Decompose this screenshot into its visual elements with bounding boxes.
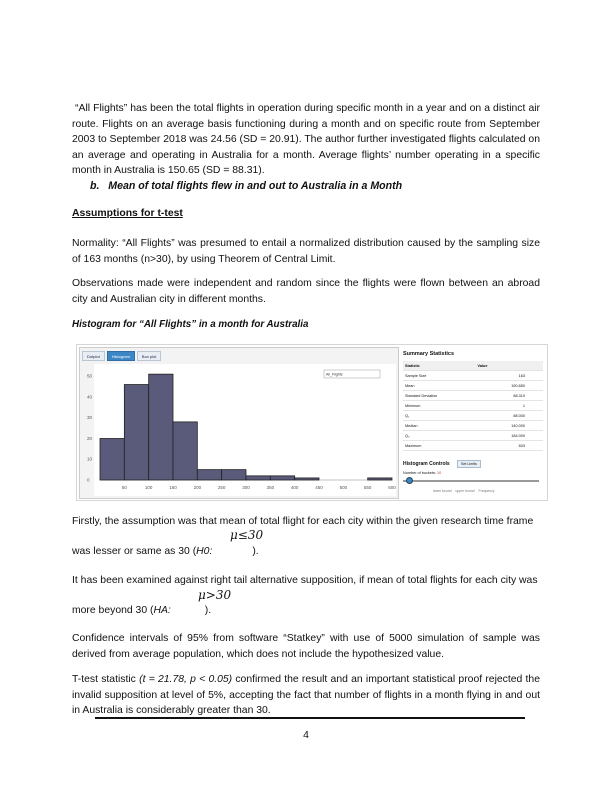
intro-paragraph: “All Flights” has been the total flights in operation during specific month in a year and on a distinct air route. Flights on an average basis functioning during a month and on specific route from September 2003 to September 2018 was 24.56 (SD = 20.91). The author further investigated flights calculated on an average and operating in Australia for a month. Average flights’ number operating in a specific month in Australia is 150.65 (SD = 88.31). — [72, 103, 540, 177]
x-tick-label: 200 — [193, 485, 202, 490]
histogram-bar — [246, 476, 270, 480]
histogram-bar — [222, 470, 246, 480]
ha-label: HA: — [153, 605, 171, 616]
x-tick-label: 100 — [144, 485, 153, 490]
histogram-bar — [295, 478, 319, 480]
histogram-bar — [100, 438, 124, 480]
text-span: more beyond 30 ( — [72, 605, 154, 616]
slider-handle[interactable] — [406, 477, 413, 484]
stat-value: 603 — [476, 441, 543, 451]
stat-label: Q₃ — [403, 431, 476, 441]
y-tick-label: 10 — [87, 456, 93, 462]
text-span: was lesser or same as 30 ( — [72, 546, 197, 557]
tab-dotplot[interactable]: Dotplot — [82, 351, 105, 361]
alt-hypothesis-math: μ>30 — [198, 588, 232, 602]
table-row — [403, 371, 543, 381]
y-tick-label: 20 — [87, 435, 93, 441]
page-number: 4 — [303, 730, 309, 741]
stat-label: Mean — [403, 381, 476, 391]
table-row — [403, 391, 543, 401]
y-tick-label: 0 — [87, 477, 90, 483]
tab-histogram[interactable]: Histogram — [107, 351, 135, 361]
text-span: T-test statistic — [72, 674, 140, 685]
x-tick-label: 150 — [169, 485, 177, 490]
stat-label: Standard Deviation — [403, 391, 476, 401]
stat-header: Statistic — [403, 361, 476, 371]
text-span: ). — [204, 605, 212, 616]
value-header: Value — [476, 361, 543, 371]
stat-value: 150.650 — [476, 381, 543, 391]
y-tick-label: 40 — [87, 394, 93, 400]
histogram-caption: Histogram for “All Flights” in a month for Australia — [72, 319, 309, 330]
bound-labels — [433, 489, 495, 493]
tab-boxplot[interactable]: Box plot — [137, 351, 161, 361]
section-heading: b. Mean of total flights flew in and out to Australia in a Month — [90, 180, 403, 192]
x-tick-label: 400 — [290, 485, 299, 490]
stat-label: Sample Size — [403, 371, 476, 381]
footer-rule — [95, 717, 525, 719]
stat-label: Maximum — [403, 441, 476, 451]
stat-value: 184.000 — [476, 431, 543, 441]
y-tick-label: 50 — [87, 373, 93, 379]
lower-bound-label: lower bound — [433, 489, 452, 493]
histogram-bar — [368, 478, 392, 480]
ttest-paragraph — [72, 672, 540, 719]
stat-value: 88.000 — [476, 411, 543, 421]
normality-paragraph: Normality: “All Flights” was presumed to entail a normalized distribution caused by the sampling size of 163 months (n>30), by using Theorem of Central Limit. — [72, 238, 540, 265]
text-span: confirmed the result and an important statistical proof rejected the invalid supposition at level of 5%, accepting the fact that number of flights in a month flying in and out in Australia is considerably greater than 30. — [72, 674, 540, 717]
statkey-screenshot — [76, 344, 548, 501]
stat-value: 1 — [476, 401, 543, 411]
x-tick-label: 550 — [363, 485, 372, 490]
stat-label: Median — [403, 421, 476, 431]
table-row — [403, 431, 543, 441]
histogram-plot — [87, 364, 396, 496]
stat-label: Q₁ — [403, 411, 476, 421]
stat-value: 163 — [476, 371, 543, 381]
stat-value: 140.000 — [476, 421, 543, 431]
x-tick-label: 600 — [388, 485, 396, 490]
ttest-stat: (t = 21.78, p < 0.05) — [139, 674, 233, 685]
buckets-row — [403, 471, 441, 475]
table-row — [403, 381, 543, 391]
histogram-controls-title: Histogram Controls — [403, 461, 450, 467]
x-tick-label: 300 — [242, 485, 250, 490]
histogram-bar — [197, 470, 221, 480]
histogram-bar — [270, 476, 294, 480]
frequency-label: Frequency — [478, 489, 495, 493]
h0-label: H0: — [196, 546, 213, 557]
legend-label: All_Flights — [326, 372, 343, 377]
confidence-paragraph: Confidence intervals of 95% from software “Statkey” with use of 5000 simulation of sample was derived from average population, which does not include the hypothesized value. — [72, 633, 540, 660]
x-tick-label: 500 — [339, 485, 348, 490]
buckets-value[interactable]: 10 — [436, 471, 442, 475]
plot-tabs — [82, 351, 161, 361]
histogram-bar — [149, 374, 173, 480]
observations-paragraph: Observations made were independent and random since the flights were flown between an abroad city and Australian city in different months. — [72, 278, 540, 305]
summary-table — [403, 361, 543, 451]
summary-panel — [401, 347, 543, 497]
x-tick-label: 450 — [315, 485, 323, 490]
histogram-bar — [124, 385, 148, 480]
buckets-label: Number of buckets: — [403, 471, 436, 475]
histogram-bar — [173, 422, 197, 480]
table-row — [403, 411, 543, 421]
set-limits-button[interactable]: Set Limits — [457, 460, 481, 468]
summary-title: Summary Statistics — [403, 351, 455, 357]
stat-label: Minimum — [403, 401, 476, 411]
text-span: ). — [252, 546, 259, 557]
x-tick-label: 350 — [266, 485, 275, 490]
table-row — [403, 421, 543, 431]
x-tick-label: 50 — [121, 485, 127, 490]
alternative-line: It has been examined against right tail alternative supposition, if mean of total flights for each city was — [72, 575, 538, 586]
histogram-chart — [87, 364, 396, 496]
x-tick-label: 250 — [217, 485, 226, 490]
firstly-line: Firstly, the assumption was that mean of total flight for each city within the given research time frame — [72, 516, 534, 527]
y-tick-label: 30 — [87, 415, 93, 421]
table-row — [403, 441, 543, 451]
histogram-panel — [79, 347, 399, 499]
table-row — [403, 401, 543, 411]
stat-value: 88.310 — [476, 391, 543, 401]
alt-hypothesis-line — [72, 603, 211, 619]
upper-bound-label: upper bound — [455, 489, 475, 493]
null-hypothesis-line — [72, 544, 259, 560]
assumptions-heading: Assumptions for t-test — [72, 208, 183, 219]
null-hypothesis-math: μ≤30 — [230, 528, 264, 542]
buckets-slider[interactable] — [403, 480, 539, 482]
